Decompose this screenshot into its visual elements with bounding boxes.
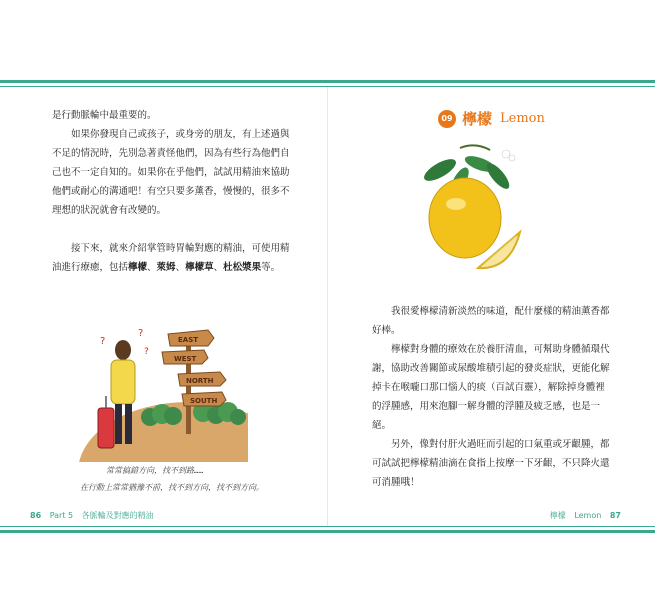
bottom-rule — [0, 530, 655, 533]
traveler-illustration — [78, 322, 248, 462]
sign-east — [168, 330, 214, 346]
top-rule — [0, 80, 655, 83]
illustration-caption — [80, 462, 280, 496]
oil-sep: 、 — [147, 262, 157, 273]
page-number-right: 87 — [609, 511, 621, 520]
page-number-left: 86 — [30, 511, 42, 520]
left-line1: 是行動脈輪中最重要的。 — [52, 110, 157, 121]
left-para2-end: 等。 — [261, 262, 281, 273]
oil-sep: 、 — [175, 262, 186, 273]
page-gutter — [327, 87, 328, 526]
footer-title-en: Lemon — [574, 511, 602, 520]
sign-west — [162, 350, 208, 364]
section-title — [438, 108, 545, 129]
sign-north — [178, 372, 226, 386]
right-para3: 另外，像對付肝火過旺而引起的口氣重或牙齦腫，都可試試把檸檬精油滴在食指上按摩一下牙齦，不只降火還可消腫哦！ — [372, 439, 610, 488]
caption-line1: 常常搞錯方向，找不到路…… — [106, 466, 204, 475]
bottom-rule-thin — [0, 526, 655, 527]
left-page-text — [52, 106, 290, 277]
left-para2 — [52, 239, 290, 277]
suitcase — [98, 396, 114, 448]
left-para2-intro: 接下來，就來介紹掌管時胃輪對應的精油，可使用精油進行療癒，包括 — [52, 243, 290, 273]
oil-lime: 萊姆 — [156, 262, 176, 273]
left-para1: 如果你發現自己或孩子，或身旁的朋友，有上述過與不足的情況時，先別急著責怪他們，因為有些行為他們自己也不一定自知的。如果你在乎他們，試試用精油來協助他們或耐心的溝通吧！有空只要多薰香，慢慢的，很多不理想的狀況就會有改變的。 — [52, 129, 290, 216]
right-para2: 檸檬對身體的療效在於養肝清血，可幫助身體循環代謝，協助改善關節或尿酸堆積引起的發炎症狀，更能化解掉卡在喉嚨口那口惱人的痰（百試百靈），解除掉身體裡的浮腫感，用來泡腳一解身體的浮腫及疲乏感，也是一絕。 — [372, 344, 610, 431]
lemon-flower — [502, 150, 515, 161]
lemon-highlight — [446, 198, 466, 210]
title-chinese: 檸檬 — [462, 110, 493, 128]
right-page-text — [372, 302, 614, 492]
sign-south — [182, 392, 226, 406]
oil-sep: 、 — [213, 262, 224, 273]
question-mark: ? — [144, 347, 149, 357]
footer-part: Part 5 — [49, 511, 74, 520]
footer-left — [30, 510, 160, 521]
footer-title-zh: 檸檬 — [549, 511, 566, 520]
question-mark: ? — [100, 336, 106, 347]
svg-text:NORTH: NORTH — [186, 377, 214, 385]
right-para1: 我很愛檸檬清新淡然的味道，配什麼樣的精油薰香都好棒。 — [372, 306, 610, 336]
caption-line2: 在行動上常常猶豫不前，找不到方向，找不到方向。 — [80, 483, 264, 492]
question-mark: ? — [138, 328, 144, 339]
footer-right — [550, 510, 627, 521]
svg-text:EAST: EAST — [178, 336, 199, 344]
whole-lemon — [429, 178, 501, 258]
section-number-badge: 09 — [438, 110, 456, 128]
lemon-illustration — [420, 140, 530, 285]
oil-lemon: 檸檬 — [128, 262, 148, 273]
svg-text:WEST: WEST — [174, 355, 197, 363]
title-english: Lemon — [500, 111, 545, 126]
oil-juniper: 杜松漿果 — [223, 262, 262, 273]
svg-text:SOUTH: SOUTH — [190, 397, 218, 405]
branch — [460, 145, 490, 150]
oil-lemongrass: 檸檬草 — [185, 262, 214, 273]
footer-chapter-title: 各脈輪及對應的精油 — [81, 511, 154, 520]
